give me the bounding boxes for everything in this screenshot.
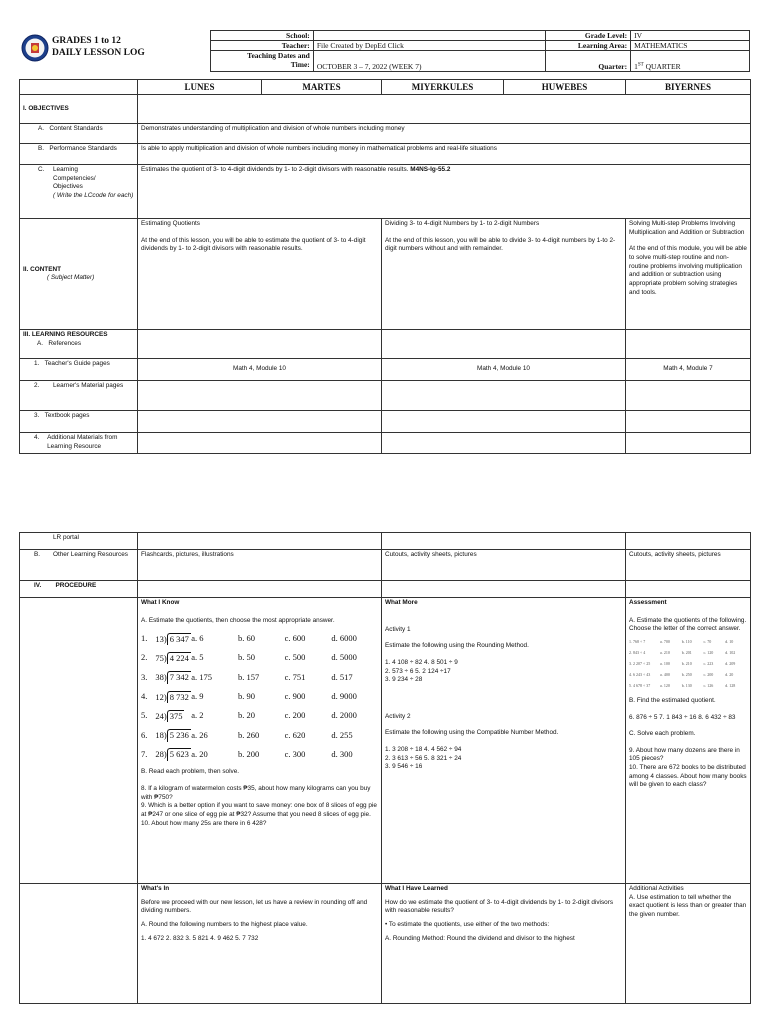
grade-value: IV — [631, 31, 750, 41]
tg-pages-label: 1. Teacher's Guide pages — [20, 359, 138, 381]
content-wednesday: Dividing 3- to 4-digit Numbers by 1- to 2-digit Numbers At the end of this lesson, you will be able to divide 3- to 4-digit numbers by 1-to 2-digit numbers without and with remainder. — [382, 219, 626, 330]
corner-cell — [20, 80, 138, 95]
assessment-item: 2. 843 ÷ 4 a. 210 b. 201 c. 120 d. 102 — [629, 649, 736, 655]
quarter-label: Quarter: — [546, 51, 631, 72]
content-standards-label: A. Content Standards — [20, 124, 138, 144]
other-resources-monday: Flashcards, pictures, illustrations — [138, 550, 382, 581]
resources-label: III. LEARNING RESOURCES A. References — [20, 330, 138, 359]
whats-in-cell: What's In Before we proceed with our new lesson, let us have a review in rounding off and dividing numbers. A. Round the following numbers to the highest place value. 1. 4 672 2. 832 3. 5 821 4. 9 462 5. 7 732 — [138, 884, 382, 1004]
competencies-value: Estimates the quotient of 3- to 4-digit dividends by 1- to 2-digit divisors with reasonable results. M4NS-Ig-55.2 — [138, 165, 751, 219]
competencies-label: C. Learning Competencies/ Objectives ( Write the LCcode for each) — [20, 165, 138, 219]
area-value: MATHEMATICS — [631, 41, 750, 51]
additional-materials-label: 4. Additional Materials from Learning Resource — [20, 433, 138, 454]
school-value — [313, 31, 545, 41]
dates-label: Teaching Dates and Time: — [211, 51, 314, 72]
day-friday: BIYERNES — [626, 80, 751, 95]
what-more-cell: What More Activity 1 Estimate the following using the Rounding Method. 1. 4 108 ÷ 82 4. 8 501 ÷ 9 2. 573 ÷ 6 5. 2 124 ÷17 3. 9 234 ÷ 28 Activity 2 Estimate the following using the Compatible Number Method. 1. 3 208 ÷ 18 4. 4 562 ÷ 94 2. 3 613 ÷ 56 5. 8 321 ÷ 24 3. 9 546 ÷ 16 — [382, 598, 626, 884]
content-label: II. CONTENT ( Subject Matter) — [20, 219, 138, 330]
lr-portal-label: LR portal — [20, 533, 138, 550]
assessment-item: 1. 768 ÷ 7 a. 700 b. 110 c. 70 d. 10 — [629, 638, 734, 644]
grade-label: Grade Level: — [546, 31, 631, 41]
school-label: School: — [211, 31, 314, 41]
content-monday: Estimating Quotients At the end of this lesson, you will be able to estimate the quotient of 3- to 4-digit dividends by 1- to 2-digit divisors with reasonable results. — [138, 219, 382, 330]
procedure-heading: IV. PROCEDURE — [20, 581, 138, 598]
question-item: 4. 12) 8 732 a. 9 b. 90 c. 900 d. 9000 — [141, 691, 357, 702]
lesson-log-table-continued — [19, 532, 751, 1004]
teacher-label: Teacher: — [211, 41, 314, 51]
tg-pages-wednesday: Math 4, Module 10 — [382, 359, 626, 381]
question-item: 6. 18) 5 236 a. 26 b. 260 c. 620 d. 255 — [141, 729, 353, 741]
other-resources-wednesday: Cutouts, activity sheets, pictures — [382, 550, 626, 581]
tg-pages-friday: Math 4, Module 7 — [626, 359, 751, 381]
document-title: GRADES 1 to 12 DAILY LESSON LOG — [52, 36, 145, 58]
deped-seal — [21, 34, 49, 62]
question-item: 3. 38) 7 342 a. 175 b. 157 c. 751 d. 517 — [141, 671, 353, 683]
day-wednesday: MIYERKULES — [382, 80, 504, 95]
teacher-value: File Created by DepEd Click — [313, 41, 545, 51]
what-i-have-learned-cell: What I Have Learned How do we estimate the quotient of 3- to 4-digit dividends by 1- to 2-digit divisors with reasonable results? • To estimate the quotients, use either of the two methods: A. Rounding Method: Round the dividend and divisor to the highest — [382, 884, 626, 1004]
what-i-know-cell: What I Know A. Estimate the quotients, then choose the most appropriate answer. 1. 13) 6 347 a. 6 b. 60 c. 600 d. 6000 2. 75) 4 224 a. 5 b. 50 c. 500 d. 5000 3. 38) 7 342 a. 175 b. 157 c. 751 d. 517 4. 12) 8 732 a. 9 b. 90 c. 900 d. 9000 5. 24) 375 a. 2 b. 20 c. 200 d. 2000 6. 18) 5 236 a. 26 b. 260 c. 620 d. 255 7. 28) 5 623 a. 20 b. 200 c. 300 d. 300 B. Read each problem, then solve. 8. If a kilogram of watermelon costs ₱35, about how many kilograms can you buy with ₱750? 9. Which is a better option if you want to save money: one box of 8 slices of egg pie at ₱247 or one slice of egg pie at ₱32? Assume that you need 8 slices of egg pie. 10. About how many 25s are there in 6 428? — [138, 598, 382, 884]
content-friday: Solving Multi-step Problems Involving Multiplication and Addition or Subtraction At the end of this module, you will be able to solve multi-step routine and non-routine problems involving multiplication and addition or subtraction using appropriate problem solving strategies and tools. — [626, 219, 751, 330]
question-item: 5. 24) 375 a. 2 b. 20 c. 200 d. 2000 — [141, 710, 357, 721]
assessment-item: 3. 2 207 ÷ 25 a. 100 b. 210 c. 223 d. 209 — [629, 660, 736, 666]
lesson-log-table — [19, 79, 751, 454]
lm-pages-label: 2. Learner's Material pages — [20, 381, 138, 411]
question-item: 2. 75) 4 224 a. 5 b. 50 c. 500 d. 5000 — [141, 652, 357, 663]
estimate-questions — [141, 629, 378, 764]
performance-standards-value: Is able to apply multiplication and division of whole numbers including money in mathematical problems and real-life situations — [138, 144, 751, 165]
question-item: 1. 13) 6 347 a. 6 b. 60 c. 600 d. 6000 — [141, 633, 357, 644]
other-resources-label: B. Other Learning Resources — [20, 550, 138, 581]
dates-value: OCTOBER 3 – 7, 2022 (WEEK 7) — [313, 51, 545, 72]
assessment-item: 4. 6 243 ÷ 43 a. 400 b. 250 c. 200 d. 20 — [629, 671, 734, 677]
other-resources-friday: Cutouts, activity sheets, pictures — [626, 550, 751, 581]
day-tuesday: MARTES — [262, 80, 382, 95]
content-standards-value: Demonstrates understanding of multiplication and division of whole numbers including money — [138, 124, 751, 144]
quarter-value: 1ST QUARTER — [631, 51, 750, 72]
assessment-cell: Assessment A. Estimate the quotients of the following. Choose the letter of the correct answer. 1. 768 ÷ 7 a. 700 b. 110 c. 70 d. 10 2. 843 ÷ 4 a. 210 b. 201 c. 120 d. 102 3. 2 207 ÷ 25 a. 100 b. 210 c. 223 d. 209 4. 6 243 ÷ 43 a. 400 b. 250 c. 200 d. 20 5. 4 678 ÷ 37 a. 120 b. 130 c. 126 d. 128 B. Find the estimated quotient. 6. 876 ÷ 5 7. 1 843 ÷ 16 8. 6 432 ÷ 83 C. Solve each problem. 9. About how many dozens are there in 105 pieces? 10. There are 672 books to be distributed among 4 classes. About how many books will be given to each class? — [626, 598, 751, 884]
objectives-heading: I. OBJECTIVES — [20, 95, 138, 124]
day-thursday: HUWEBES — [504, 80, 626, 95]
question-item: 7. 28) 5 623 a. 20 b. 200 c. 300 d. 300 — [141, 748, 353, 760]
day-monday: LUNES — [138, 80, 262, 95]
tg-pages-monday: Math 4, Module 10 — [138, 359, 382, 381]
additional-activities-cell: Additional Activities A. Use estimation to tell whether the exact quotient is less than or greater than the given number. — [626, 884, 751, 1004]
area-label: Learning Area: — [546, 41, 631, 51]
textbook-pages-label: 3. Textbook pages — [20, 411, 138, 433]
performance-standards-label: B. Performance Standards — [20, 144, 138, 165]
header-info-table — [210, 30, 750, 72]
assessment-item: 5. 4 678 ÷ 37 a. 120 b. 130 c. 126 d. 128 — [629, 682, 736, 688]
